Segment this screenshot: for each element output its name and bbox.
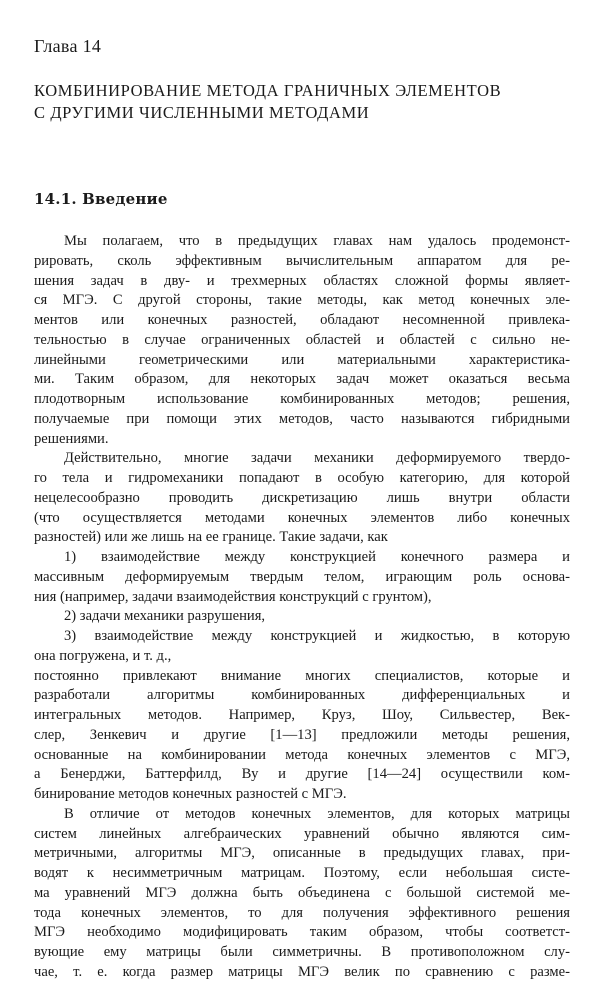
text-line: тельностью в случае ограниченных областей и областей с сильно не- (34, 331, 570, 348)
text-line: ментов или конечных разностей, обладают несомненной привлека- (34, 312, 570, 328)
text-line: МГЭ необходимо модифицировать таким образом, чтобы соответст- (34, 924, 570, 941)
text-line: метричными, алгоритмы МГЭ, описанные в предыдущих главах, при- (34, 845, 570, 862)
text-line: ма уравнений МГЭ должна быть объединена с большой системой ме- (34, 884, 570, 901)
text-line: решениями. (34, 430, 109, 447)
text-line: ния (например, задачи взаимодействия конструкций с грунтом), (34, 588, 432, 605)
list-item: 1) взаимодействие между конструкцией конечного размера и (64, 549, 570, 565)
text-line: ми. Таким образом, для некоторых задач может оказаться весьма (34, 371, 570, 388)
text-line: (что осуществляется методами конечных элементов либо конечных (34, 509, 570, 526)
text-line: плодотворным использование комбинированных методов; решения, (34, 391, 570, 407)
text-line: массивным деформируемым твердым телом, играющим роль основа- (34, 568, 570, 585)
body-text (34, 232, 570, 983)
chapter-title (34, 80, 594, 124)
text-line: получаемые при помощи этих методов, часто называются гибридными (34, 410, 570, 427)
chapter-label: Глава 14 (34, 36, 102, 56)
text-line: шения задач в дву- и трехмерных областях сложной формы являет- (34, 272, 570, 289)
text-line: Мы полагаем, что в предыдущих главах нам удалось продемонст- (64, 233, 570, 249)
text-line: В отличие от методов конечных элементов, для которых матрицы (64, 805, 570, 822)
text-line: систем линейных алгебраических уравнений обычно являются сим- (34, 825, 570, 842)
text-line: бинирование методов конечных разностей с МГЭ. (34, 786, 347, 802)
chapter-title-line: С ДРУГИМИ ЧИСЛЕННЫМИ МЕТОДАМИ (34, 103, 370, 122)
text-line: го тела и гидромеханики попадают в особую категорию, для которой (34, 470, 570, 486)
list-item: 3) взаимодействие между конструкцией и жидкостью, в которую (64, 628, 570, 644)
text-line: Действительно, многие задачи механики деформируемого твердо- (64, 450, 570, 467)
text-line: рировать, сколь эффективным вычислительным аппаратом для ре- (34, 252, 570, 269)
text-line: слер, Зенкевич и другие [1—13] предложили методы решения, (34, 726, 570, 743)
text-line: интегральных методов. Например, Круз, Шоу, Сильвестер, Век- (34, 707, 570, 723)
text-line: водят к несимметричным матрицам. Поэтому, если небольшая систе- (34, 865, 570, 881)
text-line: разностей) или же лишь на ее границе. Такие задачи, как (34, 529, 388, 546)
text-line: основанные на комбинировании метода конечных элементов с МГЭ, (34, 746, 570, 763)
text-line: а Бенерджи, Баттерфилд, Ву и другие [14—24] осуществили ком- (34, 766, 570, 783)
text-line: вующие ему матрицы были симметричны. В противоположном слу- (34, 944, 570, 960)
text-line: она погружена, и т. д., (34, 647, 172, 664)
book-page (34, 0, 574, 980)
text-line: нецелесообразно проводить дискретизацию лишь внутри области (34, 489, 570, 506)
section-heading: 14.1. Введение (34, 190, 168, 208)
text-line: постоянно привлекают внимание многих специалистов, которые и (34, 667, 570, 684)
text-line: тода конечных элементов, то для получения эффективного решения (34, 904, 570, 921)
text-line: линейными геометрическими или материальными характеристика- (34, 351, 570, 368)
text-line: чае, т. е. когда размер матрицы МГЭ велик по сравнению с разме- (34, 963, 570, 980)
list-item: 2) задачи механики разрушения, (64, 608, 266, 625)
text-line: разработали алгоритмы комбинированных дифференциальных и (34, 687, 570, 704)
chapter-title-line: КОМБИНИРОВАНИЕ МЕТОДА ГРАНИЧНЫХ ЭЛЕМЕНТОВ (34, 81, 502, 100)
text-line: ся МГЭ. С другой стороны, такие методы, как метод конечных эле- (34, 292, 570, 309)
